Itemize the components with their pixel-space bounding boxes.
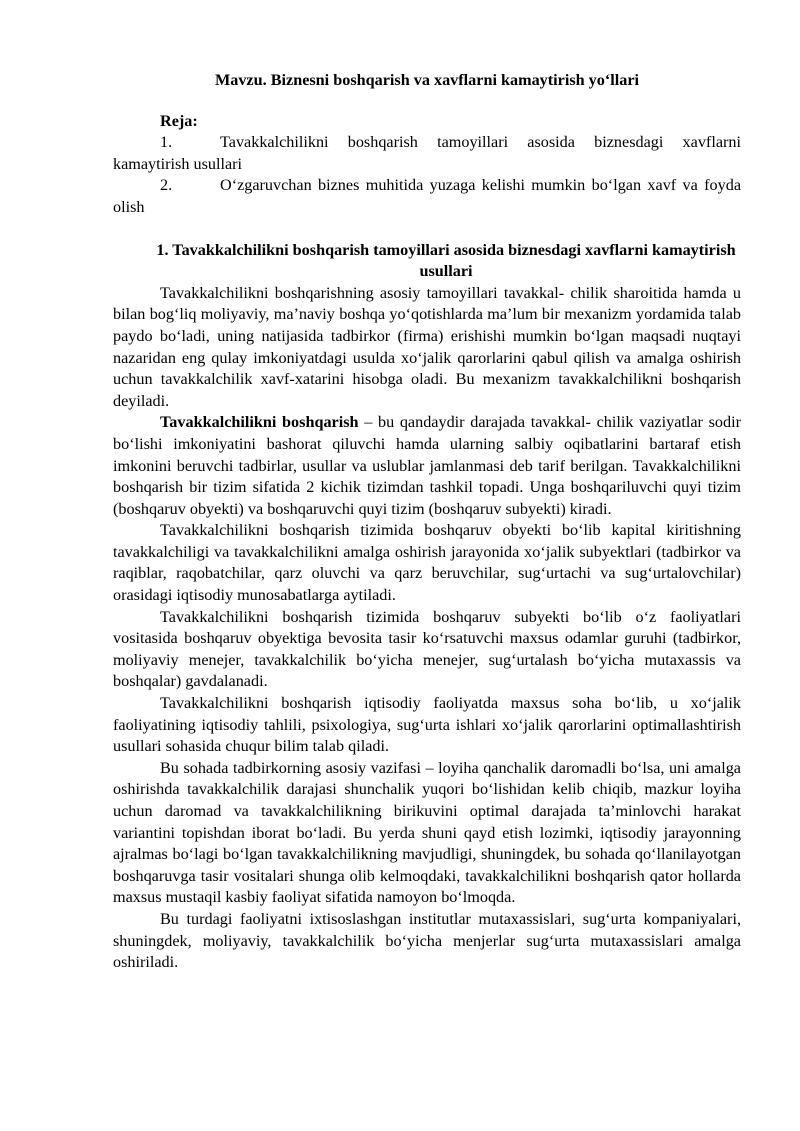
paragraph: Bu sohada tadbirkorning asosiy vazifasi – loyiha qanchalik daromadli bo‘lsa, uni amalga oshirishda tavakkalchilik darajasi shunchalik yuqori bo‘lishidan kelib chiqib, mazkur loyiha uchun daromad va tavakkalchilikning birikuvini optimal darajada ta’minlovchi harakat variantini topishdan iborat bo‘ladi. Bu yerda shuni qayd etish lozimki, iqtisodiy jarayonning ajralmas bo‘lagi bo‘lgan tavakkalchilikning mavjudligi, shuningdek, bu sohada qo‘llanilayotgan boshqaruvga tasir vositalari shunga olib kelmoqdaki, tavakkalchilikni boshqarish qator hollarda maxsus mustaqil kasbiy faoliyat sifatida namoyon bo‘lmoqda. bbox=[113, 758, 741, 907]
paragraph: Tavakkalchilikni boshqarish tizimida boshqaruv obyekti bo‘lib kapital kiritishning tavakkalchiligi va tavakkalchilikni amalga oshirish jarayonida xo‘jalik subyektlari (tadbirkor va raqiblar, raqobatchilar, qarz oluvchi va qarz beruvchilar, sug‘urtachi va sug‘urtalovchilar) orasidagi iqtisodiy munosabatlarga aytiladi. bbox=[113, 521, 741, 605]
plan-label: Reja: bbox=[160, 111, 198, 130]
paragraph bbox=[113, 412, 741, 520]
document-title: Mavzu. Biznesni boshqarish va xavflarni kamaytirish yo‘llari bbox=[214, 71, 640, 89]
paragraph: Tavakkalchilikni boshqarish iqtisodiy faoliyatda maxsus soha bo‘lib, u xo‘jalik faoliyatining iqtisodiy tahlili, psixologiya, sug‘urta ishlari xo‘jalik qarorlarini optimallashtirish usullari sohasida chuqur bilim talab qiladi. bbox=[113, 694, 741, 756]
paragraph-text: – bu qandaydir darajada tavakkal- chilik vaziyatlar sodir bo‘lishi imkoniyatini bashorat qiluvchi hamda ularning salbiy oqibatlarini bartaraf etish imkonini beruvchi tadbirlar, usullar va uslublar jamlanmasi deb tarif berilgan. Tavakkalchilikni boshqarish bir tizim sifatida 2 kichik tizimdan tashkil topadi. Unga boshqariluvchi quyi tizim (boshqaruv obyekti) va boshqaruvchi quyi tizim (boshqaruv subyekti) kiradi. bbox=[113, 413, 741, 518]
plan-item-text: O‘zgaruvchan biznes muhitida yuzaga kelishi mumkin bo‘lgan xavf va foyda olish bbox=[113, 176, 741, 216]
paragraph: Bu turdagi faoliyatni ixtisoslashgan institutlar mutaxassislari, sug‘urta kompaniyalari, shuningdek, moliyaviy, tavakkalchilik bo‘yicha menjerlar sug‘urta mutaxassislari amalga oshiriladi. bbox=[113, 909, 741, 972]
plan-item-number: 1. bbox=[160, 133, 173, 152]
spacer bbox=[113, 219, 741, 240]
paragraph: Tavakkalchilikni boshqarishning asosiy tamoyillari tavakkal- chilik sharoitida hamda u bilan bog‘liq moliyaviy, ma’naviy boshqa yo‘qotishlarda ma’lum bir mexanizm yordamida talab paydo bo‘ladi, uning natijasida tadbirkor (firma) erishishi mumkin bo‘lgan maqsadi nuqtayi nazaridan eng qulay imkoniyatdagi usulda xo‘jalik qarorlarini qabul qilish va amalga oshirish uchun tavakkalchilik xavf-xatarini hisobga oladi. Bu mexanizm tavakkalchilikni boshqarish deyiladi. bbox=[113, 283, 741, 410]
paragraph: Tavakkalchilikni boshqarish tizimida boshqaruv subyekti bo‘lib o‘z faoliyatlari vositasida boshqaruv obyektiga bevosita tasir ko‘rsatuvchi maxsus odamlar guruhi (tadbirkor, moliyaviy menejer, tavakkalchilik bo‘yicha menejer, sug‘urtalash bo‘yicha mutaxassis va boshqalar) gavdalanadi. bbox=[113, 607, 741, 691]
plan-item-number: 2. bbox=[160, 176, 173, 195]
plan-item-text: Tavakkalchilikni boshqarish tamoyillari asosida biznesdagi xavflarni kamaytirish usullari bbox=[113, 133, 741, 173]
plan-item bbox=[113, 132, 741, 175]
definition-term: Tavakkalchilikni boshqarish bbox=[160, 413, 359, 432]
section-heading: 1. Tavakkalchilikni boshqarish tamoyillari asosida biznesdagi xavflarni kamaytirish usullari bbox=[156, 240, 736, 281]
plan-item bbox=[113, 175, 741, 218]
document-page bbox=[113, 70, 741, 974]
